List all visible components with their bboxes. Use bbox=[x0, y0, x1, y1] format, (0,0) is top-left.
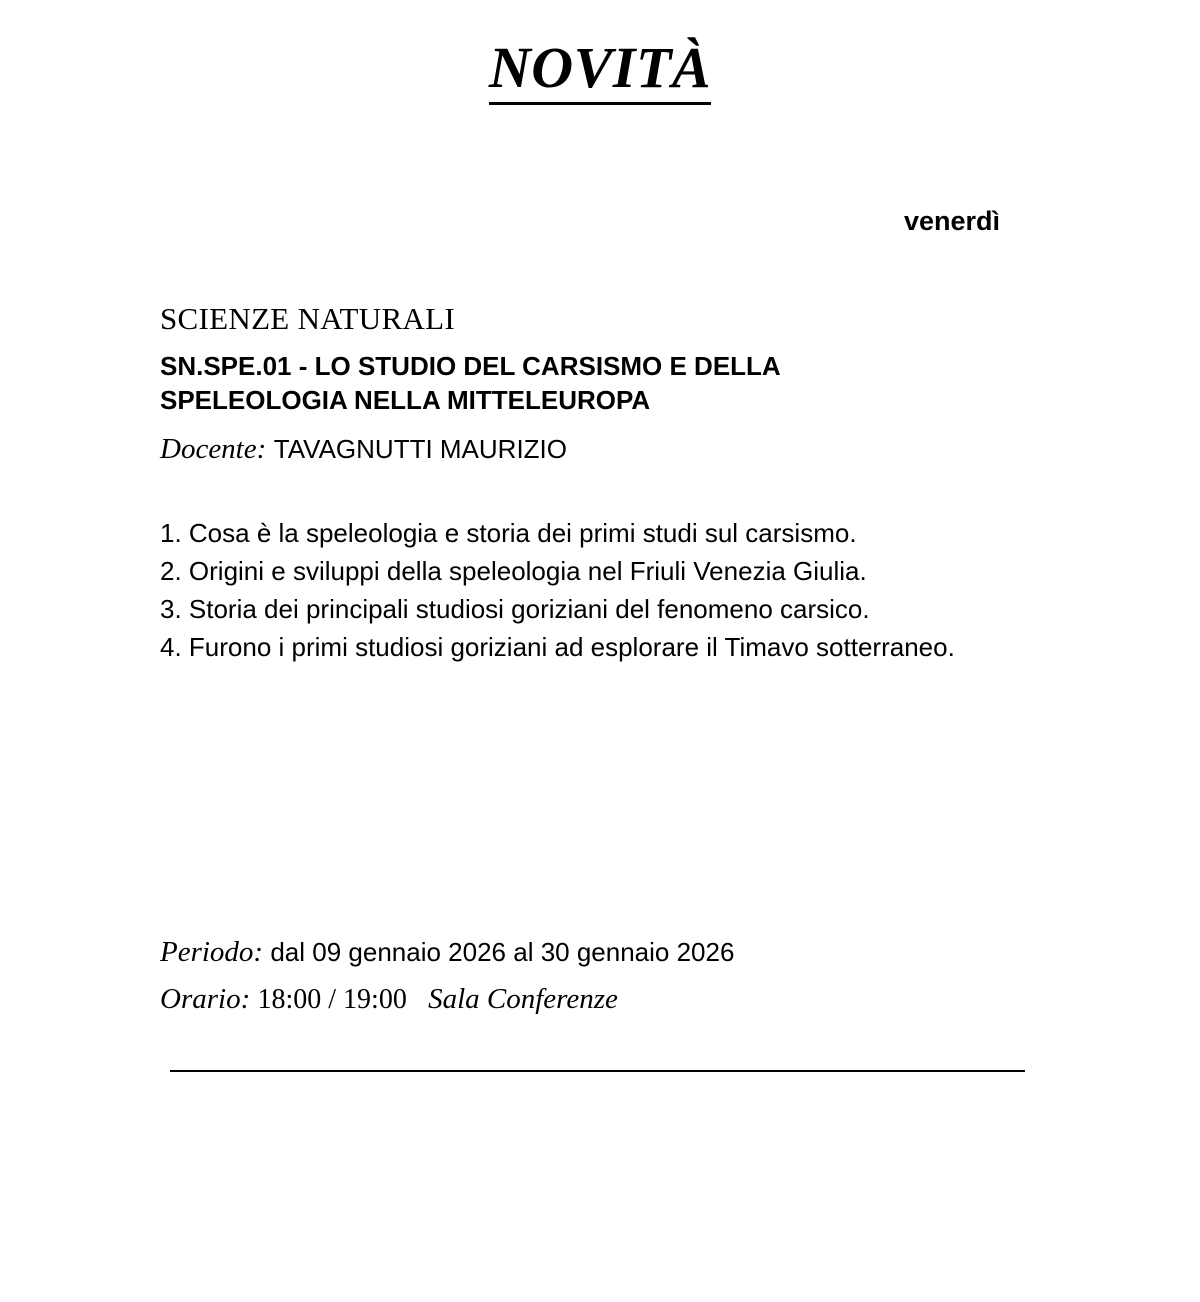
period-label: Periodo: bbox=[160, 936, 264, 968]
schedule-info bbox=[160, 938, 1040, 1032]
page-title-text: NOVITÀ bbox=[489, 35, 711, 105]
time-label: Orario: bbox=[160, 983, 251, 1015]
list-item: 3. Storia dei principali studiosi goriziani del fenomeno carsico. bbox=[160, 594, 870, 625]
course-title: SN.SPE.01 - LO STUDIO DEL CARSISMO E DELLA SPELEOLOGIA NELLA MITTELEUROPA bbox=[160, 350, 780, 416]
subject-area-heading: SCIENZE NATURALI bbox=[160, 301, 455, 336]
page-title bbox=[0, 35, 1200, 100]
period-value: dal 09 gennaio 2026 al 30 gennaio 2026 bbox=[270, 937, 735, 967]
room-value: Sala Conferenze bbox=[428, 983, 618, 1015]
divider bbox=[170, 1070, 1025, 1072]
teacher-row bbox=[160, 431, 1040, 469]
time-value: 18:00 / 19:00 bbox=[257, 984, 407, 1015]
course-block bbox=[160, 300, 1040, 666]
list-item: 4. Furono i primi studiosi goriziani ad esplorare il Timavo sotterraneo. bbox=[160, 632, 955, 663]
list-item: 2. Origini e sviluppi della speleologia nel Friuli Venezia Giulia. bbox=[160, 555, 867, 586]
list-item: 1. Cosa è la speleologia e storia dei primi studi sul carsismo. bbox=[160, 517, 857, 548]
period-row bbox=[160, 938, 1040, 967]
teacher-label: Docente: bbox=[160, 432, 267, 465]
weekday-label: venerdì bbox=[903, 206, 1000, 236]
time-row bbox=[160, 985, 1040, 1014]
topics-list bbox=[160, 514, 970, 667]
teacher-name: TAVAGNUTTI MAURIZIO bbox=[273, 433, 568, 464]
